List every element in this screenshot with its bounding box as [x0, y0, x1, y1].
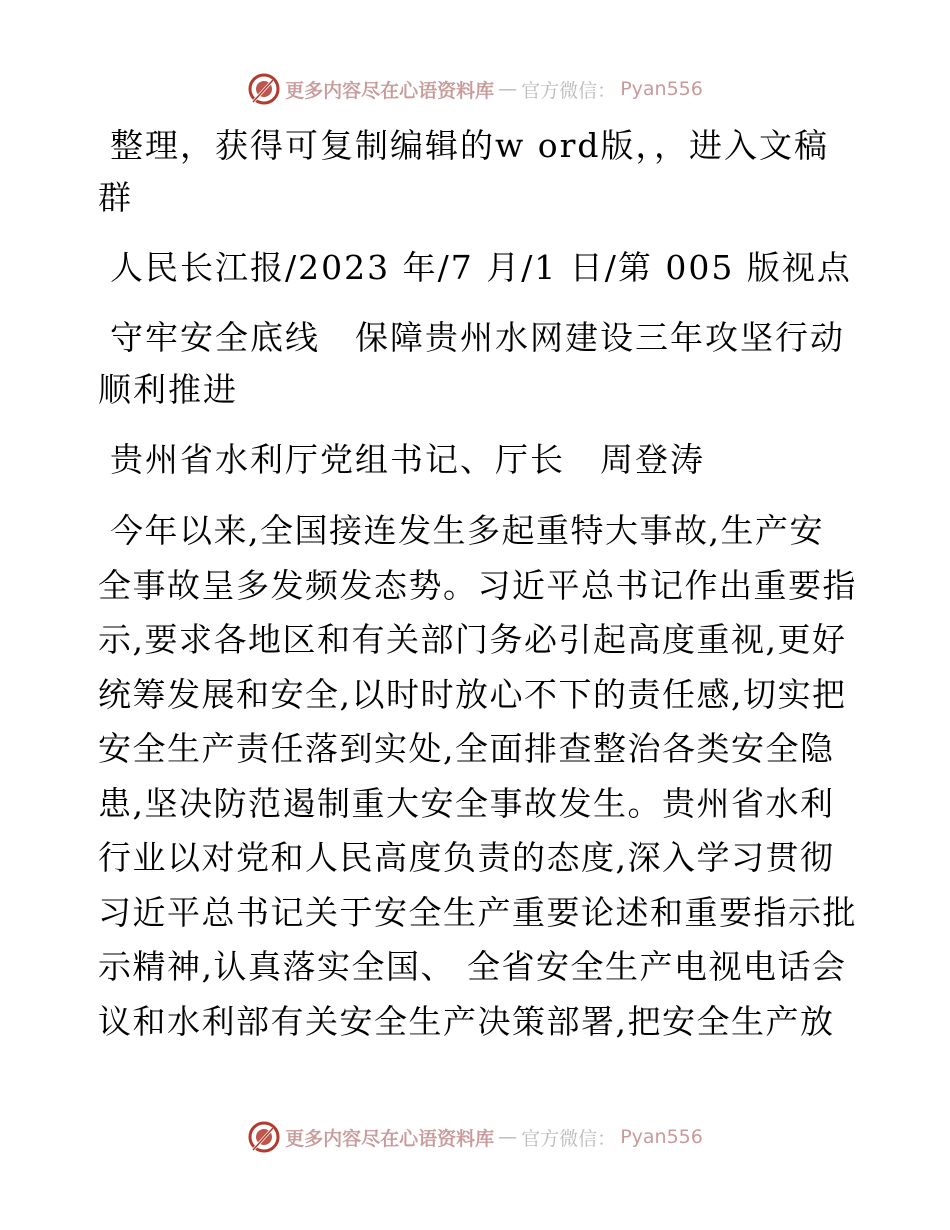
- article-author: 贵州省水利厅党组书记、厅长 周登涛: [110, 440, 705, 479]
- watermark-id: Pyan556: [620, 1126, 703, 1148]
- watermark-id: Pyan556: [620, 78, 703, 100]
- watermark-secondary-text: 官方微信：: [521, 1127, 617, 1150]
- article-body: 今年以来,全国接连发生多起重特大事故,生产安全事故呈多发频发态势。习近平总书记作出重要指示,要求各地区和有关部门务必引起高度重视,更好统筹发展和安全,以时时放心不下的责任感,切实把安全生产责任落到实处,全面排查整治各类安全隐患,坚决防范遏制重大安全事故发生。贵州省水利行业以对党和人民高度负责的态度,深入学习贯彻习近平总书记关于安全生产重要论述和重要指示批示精神,认真落实全国、 全省安全生产电视电话会议和水利部有关安全生产决策部署,把安全生产放: [98, 511, 857, 1041]
- watermark-dash: —: [498, 78, 518, 100]
- watermark-secondary-text: 官方微信：: [521, 79, 617, 102]
- watermark-primary-text: 更多内容尽在心语资料库: [285, 79, 495, 102]
- document-content: [98, 120, 858, 1067]
- intro-line: 整理，获得可复制编辑的w ord版，，进入文稿群: [98, 126, 830, 217]
- quill-seal-icon: [247, 1120, 281, 1154]
- watermark-primary-text: 更多内容尽在心语资料库: [285, 1127, 495, 1150]
- watermark-dash: —: [498, 1126, 518, 1148]
- source-line: 人民长江报/2023 年/7 月/1 日/第 005 版视点: [110, 248, 852, 287]
- header-watermark: [0, 72, 950, 106]
- footer-watermark: [0, 1120, 950, 1154]
- article-title: 守牢安全底线 保障贵州水网建设三年攻坚行动顺利推进: [98, 318, 845, 409]
- quill-seal-icon: [247, 72, 281, 106]
